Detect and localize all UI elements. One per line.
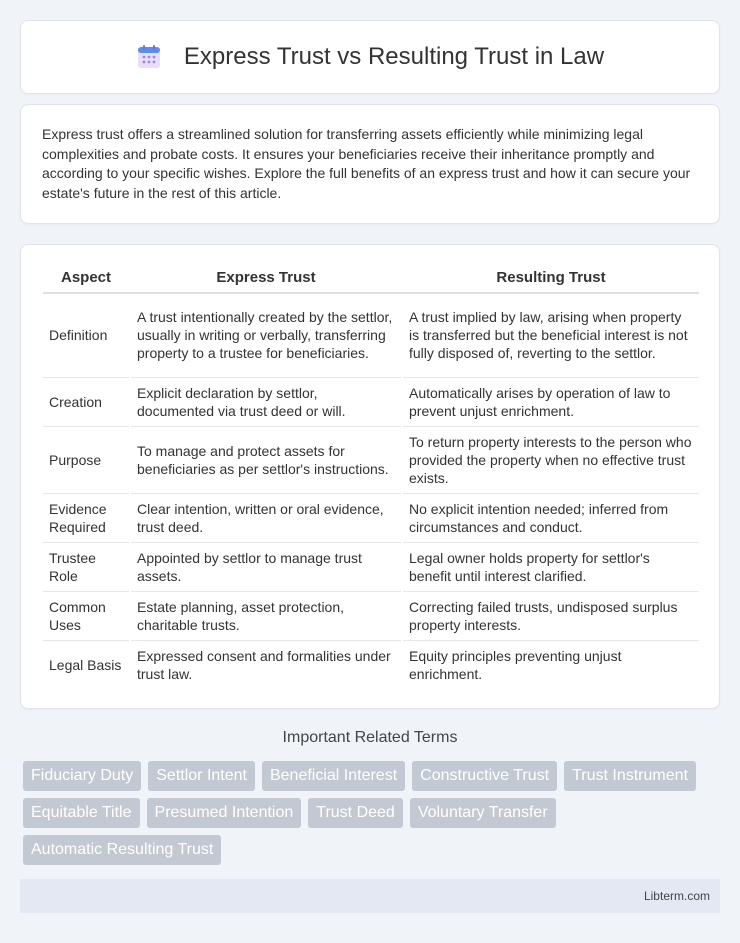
cell-aspect: Trustee Role bbox=[43, 542, 130, 591]
cell-aspect: Evidence Required bbox=[43, 493, 130, 542]
table-row bbox=[43, 591, 699, 640]
tag-presumed-intention[interactable]: Presumed Intention bbox=[147, 798, 302, 828]
cell-aspect: Common Uses bbox=[43, 591, 130, 640]
tag-trust-deed[interactable]: Trust Deed bbox=[308, 798, 403, 828]
cell-express: A trust intentionally created by the settlor, usually in writing or verbally, transferring property to a trustee for beneficiaries. bbox=[130, 293, 402, 377]
footer bbox=[20, 879, 720, 913]
cell-aspect: Definition bbox=[43, 293, 130, 377]
header-aspect: Aspect bbox=[43, 263, 130, 293]
cell-resulting: To return property interests to the person who provided the property when no effective trust exists. bbox=[402, 426, 699, 493]
cell-express: Explicit declaration by settlor, documented via trust deed or will. bbox=[130, 377, 402, 426]
tag-trust-instrument[interactable]: Trust Instrument bbox=[564, 761, 696, 791]
intro-card bbox=[20, 104, 720, 224]
tag-equitable-title[interactable]: Equitable Title bbox=[23, 798, 140, 828]
cell-resulting: Correcting failed trusts, undisposed surplus property interests. bbox=[402, 591, 699, 640]
page-title: Express Trust vs Resulting Trust in Law bbox=[183, 43, 605, 70]
tag-settlor-intent[interactable]: Settlor Intent bbox=[148, 761, 255, 791]
related-terms-list bbox=[23, 761, 723, 872]
comparison-table bbox=[43, 263, 699, 689]
cell-resulting: A trust implied by law, arising when property is transferred but the beneficial interest is not fully disposed of, reverting to the settlor. bbox=[402, 293, 699, 377]
tag-fiduciary-duty[interactable]: Fiduciary Duty bbox=[23, 761, 141, 791]
cell-aspect: Creation bbox=[43, 377, 130, 426]
table-row bbox=[43, 293, 699, 377]
table-row bbox=[43, 640, 699, 689]
cell-express: To manage and protect assets for beneficiaries as per settlor's instructions. bbox=[130, 426, 402, 493]
tag-automatic-resulting-trust[interactable]: Automatic Resulting Trust bbox=[23, 835, 221, 865]
related-terms-title: Important Related Terms bbox=[282, 729, 458, 746]
cell-aspect: Legal Basis bbox=[49, 656, 122, 673]
tag-constructive-trust[interactable]: Constructive Trust bbox=[412, 761, 557, 791]
tag-voluntary-transfer[interactable]: Voluntary Transfer bbox=[410, 798, 556, 828]
cell-resulting: Legal owner holds property for settlor's benefit until interest clarified. bbox=[402, 542, 699, 591]
table-header-row bbox=[43, 263, 699, 293]
table-row bbox=[43, 493, 699, 542]
table-row bbox=[43, 377, 699, 426]
cell-resulting: Equity principles preventing unjust enrichment. bbox=[402, 640, 699, 689]
cell-resulting: No explicit intention needed; inferred from circumstances and conduct. bbox=[402, 493, 699, 542]
cell-aspect: Purpose bbox=[43, 426, 130, 493]
cell-express: Appointed by settlor to manage trust assets. bbox=[130, 542, 402, 591]
footer-brand-link[interactable]: Libterm.com bbox=[643, 889, 710, 903]
header-express-trust: Express Trust bbox=[130, 263, 402, 293]
cell-express: Estate planning, asset protection, charitable trusts. bbox=[130, 591, 402, 640]
table-row bbox=[43, 426, 699, 493]
cell-express: Clear intention, written or oral evidence, trust deed. bbox=[130, 493, 402, 542]
cell-resulting: Automatically arises by operation of law to prevent unjust enrichment. bbox=[402, 377, 699, 426]
header-card bbox=[20, 20, 720, 94]
intro-text: Express trust offers a streamlined solution for transferring assets efficiently while minimizing legal complexities and probate costs. It ensures your beneficiaries receive their inheritance promptly and according to your specific wishes. Explore the full benefits of an express trust and how it can secure your estate's future in the rest of this article. bbox=[42, 126, 691, 201]
table-row bbox=[43, 542, 699, 591]
header-resulting-trust: Resulting Trust bbox=[402, 263, 699, 293]
tag-beneficial-interest[interactable]: Beneficial Interest bbox=[262, 761, 405, 791]
comparison-table-card bbox=[20, 244, 720, 709]
cell-express: Expressed consent and formalities under trust law. bbox=[130, 640, 402, 689]
calendar-icon bbox=[136, 44, 162, 70]
